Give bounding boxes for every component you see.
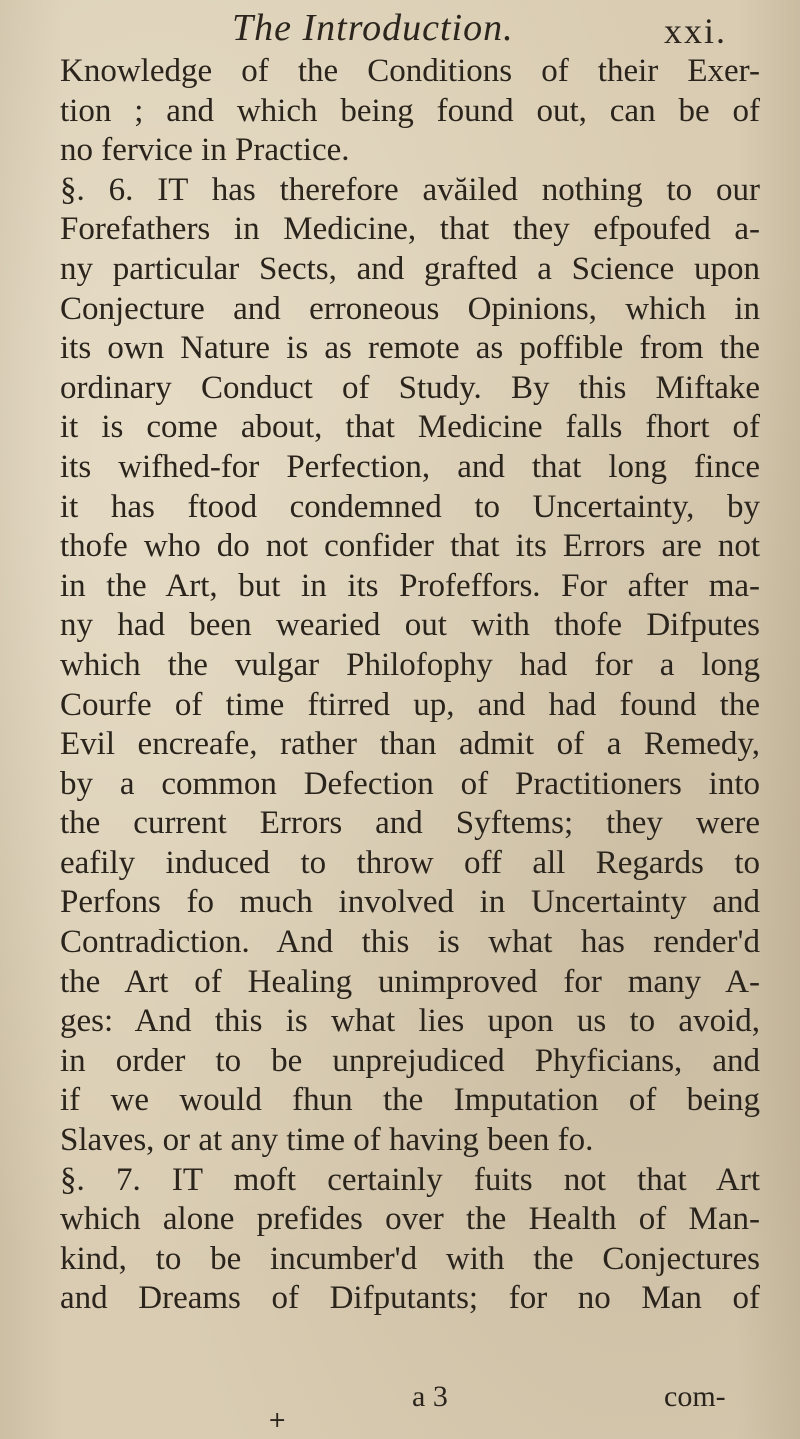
text-line: no fervice in Practice.: [60, 132, 350, 169]
text-line: the Art of Healing unimproved for many A-: [60, 963, 760, 1000]
text-line: thofe who do not confider that its Errors are not: [60, 528, 760, 565]
text-line: its own Nature is as remote as poffible from the: [60, 330, 760, 367]
text-line: Perfons fo much involved in Uncertainty and: [60, 884, 760, 921]
text-line: ny had been wearied out with thofe Difputes: [60, 607, 760, 644]
text-line: ges: And this is what lies upon us to avoid,: [60, 1003, 760, 1040]
text-line: Forefathers in Medicine, that they efpoufed a-: [60, 211, 760, 248]
text-line: Contradiction. And this is what has render'd: [60, 924, 760, 961]
text-line: Conjecture and erroneous Opinions, which in: [60, 290, 760, 327]
signature-mark: a 3: [412, 1380, 448, 1413]
text-line: it has ftood condemned to Uncertainty, by: [60, 488, 760, 525]
running-head: [0, 6, 800, 56]
text-line: §. 6. IT has therefore avăiled nothing to our: [60, 171, 760, 208]
text-line: Slaves, or at any time of having been fo.: [60, 1122, 594, 1159]
text-line: Knowledge of the Conditions of their Exer-: [60, 53, 760, 89]
text-line: which the vulgar Philofophy had for a long: [60, 646, 760, 683]
text-line: Courfe of time ftirred up, and had found the: [60, 686, 760, 723]
text-line: its wifhed-for Perfection, and that long fince: [60, 448, 760, 485]
text-line: which alone prefides over the Health of Man-: [60, 1201, 760, 1238]
text-line: it is come about, that Medicine falls fhort of: [60, 409, 760, 446]
text-line: eafily induced to throw off all Regards to: [60, 844, 760, 881]
running-title: The Introduction.: [232, 7, 514, 49]
text-line: in order to be unprejudiced Phyficians, and: [60, 1042, 760, 1079]
text-line: ny particular Sects, and grafted a Science upon: [60, 250, 760, 287]
text-line: tion ; and which being found out, can be of: [60, 92, 760, 129]
text-line: if we would fhun the Imputation of being: [60, 1082, 760, 1119]
text-line: Evil encreafe, rather than admit of a Remedy,: [60, 726, 760, 763]
text-line: kind, to be incumber'd with the Conjectures: [60, 1240, 760, 1277]
body-text: [60, 52, 760, 1319]
text-line: ordinary Conduct of Study. By this Miftake: [60, 369, 760, 406]
printer-mark: +: [268, 1408, 287, 1433]
text-line: and Dreams of Difputants; for no Man of: [60, 1280, 760, 1317]
catchword: com-: [664, 1380, 726, 1413]
text-line: by a common Defection of Practitioners into: [60, 765, 760, 802]
page-footer: [0, 1380, 800, 1420]
text-line: in the Art, but in its Profeffors. For after ma-: [60, 567, 760, 604]
text-line: the current Errors and Syftems; they were: [60, 805, 760, 842]
page-number: xxi.: [664, 11, 728, 51]
text-line: §. 7. IT moft certainly fuits not that Art: [60, 1161, 760, 1198]
